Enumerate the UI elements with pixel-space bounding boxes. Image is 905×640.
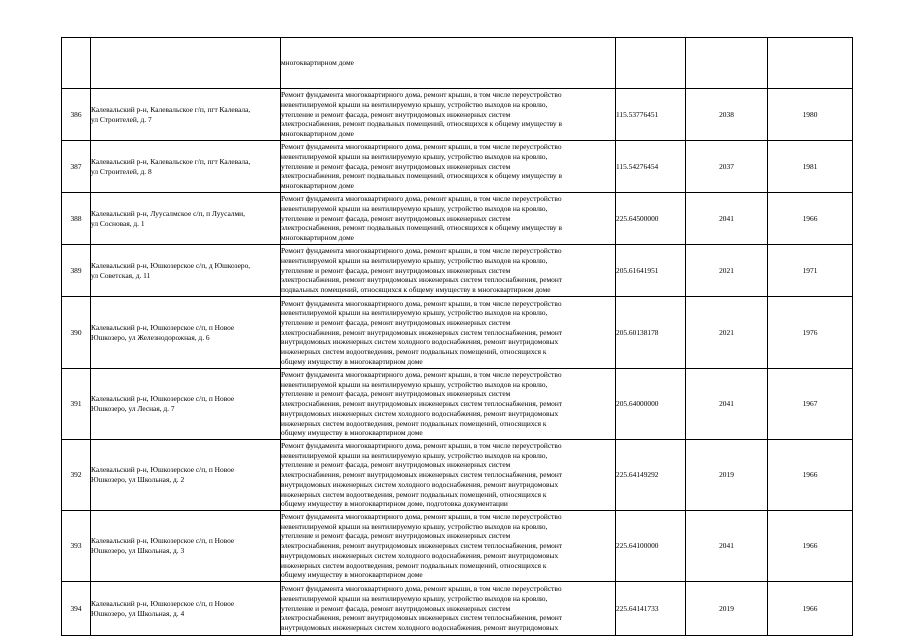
work-description-line: утепление и ремонт фасада, ремонт внутридомовых инженерных систем: [281, 161, 511, 171]
address-line: Калевальский р-н, Юшкозерское с/п, п Новое: [91, 322, 235, 332]
address-line: Калевальский р-н, Юшкозерское с/п, п Новое: [91, 598, 235, 608]
work-description-line: невентилируемой крыши на вентилируемую крышу, устройство выходов на кровлю,: [281, 151, 548, 161]
work-description-line: утепление и ремонт фасада, ремонт внутридомовых инженерных систем: [281, 109, 511, 119]
work-description-line: утепление и ремонт фасада, ремонт внутридомовых инженерных систем: [281, 460, 511, 470]
row-number-cell: 387: [62, 141, 91, 193]
address-line: Калевальский р-н, Юшкозерское с/п, п Новое: [91, 536, 235, 546]
address-cell: [91, 582, 281, 636]
address-cell: [91, 369, 281, 440]
build-year-cell: 1966: [768, 193, 853, 245]
work-description-line: внутридомовых инженерных систем холодного водоснабжения, ремонт внутридомовых: [281, 550, 559, 560]
cost-cell: [616, 38, 686, 89]
work-description-line: Ремонт фундамента многоквартирного дома, ремонт крыши, в том числе переустройство: [281, 194, 562, 204]
work-description-line: Ремонт фундамента многоквартирного дома, ремонт крыши, в том числе переустройство: [281, 512, 562, 522]
work-description-line: невентилируемой крыши на вентилируемую крышу, устройство выходов на кровлю,: [281, 593, 548, 603]
planned-year-cell: 2021: [686, 297, 768, 369]
address-cell: [91, 193, 281, 245]
planned-year-cell: 2019: [686, 440, 768, 511]
work-description-line: утепление и ремонт фасада, ремонт внутридомовых инженерных систем: [281, 317, 511, 327]
address-line: Юшкозеро, ул Железнодорожная, д. 6: [91, 332, 210, 342]
address-cell: [91, 245, 281, 297]
address-line: Юшкозеро, ул Лесная, д. 7: [91, 404, 175, 413]
address-line: Юшкозеро, ул Школьная, д. 2: [91, 475, 185, 484]
work-description-cell: [281, 440, 616, 511]
address-cell: [91, 38, 281, 89]
work-description-line: электроснабжения, ремонт внутридомовых инженерных систем теплоснабжения, ремонт: [281, 327, 563, 337]
planned-year-cell: 2041: [686, 511, 768, 582]
address-cell: [91, 89, 281, 141]
row-number-cell: 391: [62, 369, 91, 440]
work-description-line: внутридомовых инженерных систем холодного водоснабжения, ремонт внутридомовых: [281, 623, 559, 633]
address-line: Калевальский р-н, Юшкозерское с/п, п Новое: [91, 394, 235, 404]
work-description-line: внутридомовых инженерных систем холодного водоснабжения, ремонт внутридомовых: [281, 337, 559, 347]
table-body: [62, 38, 853, 636]
planned-year-cell: 2041: [686, 369, 768, 440]
planned-year-cell: 2038: [686, 89, 768, 141]
cost-cell: 115.53776451: [616, 89, 686, 141]
row-number-cell: 389: [62, 245, 91, 297]
table-row: [62, 297, 853, 369]
work-description-line: многоквартирном доме: [281, 233, 354, 243]
planned-year-cell: 2041: [686, 193, 768, 245]
planned-year-cell: 2037: [686, 141, 768, 193]
cost-cell: 225.64141733: [616, 582, 686, 636]
cost-cell: 205.64000000: [616, 369, 686, 440]
table-row: [62, 38, 853, 89]
work-description-cell: [281, 89, 616, 141]
address-line: Калевальский р-н, Луусалмское с/п, п Луусалми,: [91, 208, 245, 218]
address-cell: [91, 511, 281, 582]
work-description-line: утепление и ремонт фасада, ремонт внутридомовых инженерных систем: [281, 389, 511, 399]
work-description-line: электроснабжения, ремонт внутридомовых инженерных систем теплоснабжения, ремонт: [281, 399, 563, 409]
work-description-line: невентилируемой крыши на вентилируемую крышу, устройство выходов на кровлю,: [281, 521, 548, 531]
cost-cell: 205.61641951: [616, 245, 686, 297]
row-number-cell: 393: [62, 511, 91, 582]
work-description-line: электроснабжения, ремонт внутридомовых инженерных систем теплоснабжения, ремонт: [281, 470, 563, 480]
work-description-line: невентилируемой крыши на вентилируемую крышу, устройство выходов на кровлю,: [281, 308, 548, 318]
work-description-line: внутридомовых инженерных систем холодного водоснабжения, ремонт внутридомовых: [281, 479, 559, 489]
build-year-cell: 1966: [768, 511, 853, 582]
work-description-cell: [281, 511, 616, 582]
work-description-line: общему имуществу в многоквартирном доме: [281, 356, 423, 366]
work-description-line: общему имуществу в многоквартирном доме, подготовка документации: [281, 499, 508, 509]
planned-year-cell: [686, 38, 768, 89]
build-year-cell: 1980: [768, 89, 853, 141]
work-description-line: невентилируемой крыши на вентилируемую крышу, устройство выходов на кровлю,: [281, 255, 548, 265]
work-description-line: Ремонт фундамента многоквартирного дома, ремонт крыши, в том числе переустройство: [281, 370, 562, 380]
address-cell: [91, 297, 281, 369]
work-description-line: электроснабжения, ремонт подвальных помещений, относящихся к общему имуществу в: [281, 223, 562, 233]
work-description-line: Ремонт фундамента многоквартирного дома, ремонт крыши, в том числе переустройство: [281, 90, 562, 100]
build-year-cell: 1967: [768, 369, 853, 440]
table-row: [62, 89, 853, 141]
work-description-line: многоквартирном доме: [281, 58, 354, 68]
work-description-line: многоквартирном доме: [281, 181, 354, 191]
cost-cell: 115.54276454: [616, 141, 686, 193]
work-description-line: многоквартирном доме: [281, 129, 354, 139]
work-description-line: электроснабжения, ремонт внутридомовых инженерных систем теплоснабжения, ремонт: [281, 541, 563, 551]
work-description-cell: [281, 369, 616, 440]
address-line: Калевальский р-н, Юшкозерское с/п, д Юшкозеро,: [91, 260, 251, 270]
work-description-line: инженерных систем водоотведения, ремонт подвальных помещений, относящихся к: [281, 560, 547, 570]
table-row: [62, 582, 853, 636]
work-description-line: инженерных систем водоотведения, ремонт подвальных помещений, относящихся к: [281, 418, 547, 428]
work-description-line: утепление и ремонт фасада, ремонт внутридомовых инженерных систем: [281, 213, 511, 223]
work-description-line: инженерных систем водоотведения, ремонт подвальных помещений, относящихся к: [281, 489, 547, 499]
address-line: Калевальский р-н, Юшкозерское с/п, п Новое: [91, 465, 235, 475]
work-description-cell: [281, 582, 616, 636]
row-number-cell: 390: [62, 297, 91, 369]
address-line: Юшкозеро, ул Школьная, д. 3: [91, 546, 185, 555]
build-year-cell: 1981: [768, 141, 853, 193]
address-cell: [91, 141, 281, 193]
address-line: ул Строителей, д. 8: [91, 166, 152, 176]
work-description-line: утепление и ремонт фасада, ремонт внутридомовых инженерных систем: [281, 603, 511, 613]
cost-cell: 205.60138178: [616, 297, 686, 369]
table-row: [62, 141, 853, 193]
cost-cell: 225.64100000: [616, 511, 686, 582]
work-description-line: электроснабжения, ремонт внутридомовых инженерных систем теплоснабжения, ремонт: [281, 613, 563, 623]
work-description-line: общему имуществу в многоквартирном доме: [281, 428, 423, 438]
table-row: [62, 369, 853, 440]
work-description-cell: [281, 38, 616, 89]
build-year-cell: 1966: [768, 582, 853, 636]
row-number-cell: [62, 38, 91, 89]
work-description-line: невентилируемой крыши на вентилируемую крышу, устройство выходов на кровлю,: [281, 203, 548, 213]
work-description-line: невентилируемой крыши на вентилируемую крышу, устройство выходов на кровлю,: [281, 450, 548, 460]
address-line: ул Сосновая, д. 1: [91, 218, 145, 228]
work-description-line: электроснабжения, ремонт внутридомовых инженерных систем теплоснабжения, ремонт: [281, 275, 563, 285]
row-number-cell: 394: [62, 582, 91, 636]
table-row: [62, 193, 853, 245]
work-description-line: подвальных помещений, относящихся к общему имуществу в многоквартирном доме: [281, 285, 551, 295]
work-description-line: внутридомовых инженерных систем холодного водоснабжения, ремонт внутридомовых: [281, 408, 559, 418]
build-year-cell: 1966: [768, 440, 853, 511]
address-line: Калевальский р-н, Калевальское г/п, пгт Калевала,: [91, 104, 251, 114]
planned-year-cell: 2021: [686, 245, 768, 297]
row-number-cell: 392: [62, 440, 91, 511]
work-description-line: невентилируемой крыши на вентилируемую крышу, устройство выходов на кровлю,: [281, 379, 548, 389]
row-number-cell: 386: [62, 89, 91, 141]
work-description-cell: [281, 297, 616, 369]
planned-year-cell: 2019: [686, 582, 768, 636]
work-description-cell: [281, 141, 616, 193]
build-year-cell: [768, 38, 853, 89]
address-line: Юшкозеро, ул Школьная, д. 4: [91, 608, 185, 618]
address-line: ул Советская, д. 11: [91, 270, 151, 280]
address-line: ул Строителей, д. 7: [91, 114, 152, 124]
work-description-line: Ремонт фундамента многоквартирного дома, ремонт крыши, в том числе переустройство: [281, 142, 562, 152]
address-cell: [91, 440, 281, 511]
work-description-line: инженерных систем водоотведения, ремонт подвальных помещений, относящихся к: [281, 347, 547, 357]
table-row: [62, 440, 853, 511]
work-description-cell: [281, 245, 616, 297]
work-description-line: электроснабжения, ремонт подвальных помещений, относящихся к общему имуществу в: [281, 119, 562, 129]
housing-repair-table: [61, 37, 853, 636]
cost-cell: 225.64149292: [616, 440, 686, 511]
cost-cell: 225.64500000: [616, 193, 686, 245]
table-row: [62, 245, 853, 297]
work-description-line: утепление и ремонт фасада, ремонт внутридомовых инженерных систем: [281, 531, 511, 541]
build-year-cell: 1971: [768, 245, 853, 297]
table-row: [62, 511, 853, 582]
work-description-line: Ремонт фундамента многоквартирного дома, ремонт крыши, в том числе переустройство: [281, 246, 562, 256]
row-number-cell: 388: [62, 193, 91, 245]
work-description-line: общему имуществу в многоквартирном доме: [281, 570, 423, 580]
work-description-line: Ремонт фундамента многоквартирного дома, ремонт крыши, в том числе переустройство: [281, 441, 562, 451]
work-description-line: Ремонт фундамента многоквартирного дома, ремонт крыши, в том числе переустройство: [281, 584, 562, 594]
work-description-cell: [281, 193, 616, 245]
work-description-line: Ремонт фундамента многоквартирного дома, ремонт крыши, в том числе переустройство: [281, 298, 562, 308]
address-line: Калевальский р-н, Калевальское г/п, пгт Калевала,: [91, 156, 251, 166]
build-year-cell: 1976: [768, 297, 853, 369]
work-description-line: электроснабжения, ремонт подвальных помещений, относящихся к общему имуществу в: [281, 171, 562, 181]
work-description-line: невентилируемой крыши на вентилируемую крышу, устройство выходов на кровлю,: [281, 99, 548, 109]
work-description-line: утепление и ремонт фасада, ремонт внутридомовых инженерных систем: [281, 265, 511, 275]
